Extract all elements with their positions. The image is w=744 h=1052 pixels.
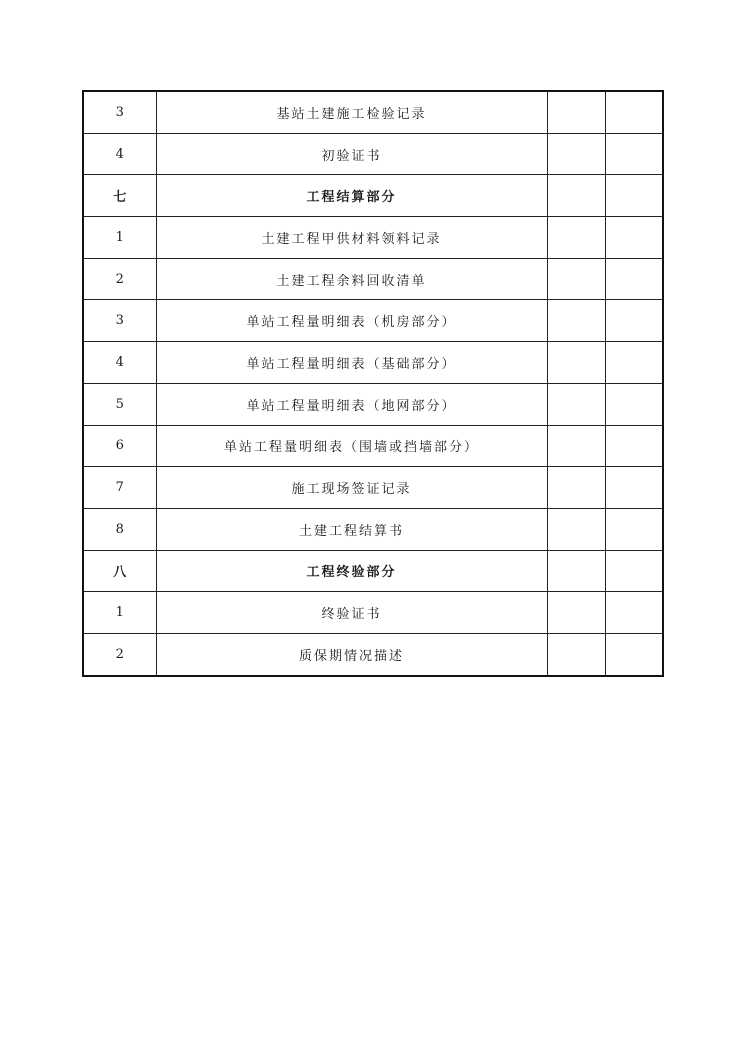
- row-number: 3: [83, 300, 156, 342]
- empty-cell-a: [547, 133, 605, 175]
- table-row: [83, 383, 663, 425]
- empty-cell-a: [547, 300, 605, 342]
- table-row: [83, 425, 663, 467]
- empty-cell-b: [605, 467, 663, 509]
- section-header-row: [83, 175, 663, 217]
- table-row: [83, 91, 663, 133]
- table-row: [83, 300, 663, 342]
- row-title: 施工现场签证记录: [156, 467, 547, 509]
- table-row: [83, 133, 663, 175]
- table-row: [83, 342, 663, 384]
- section-title: 工程结算部分: [156, 175, 547, 217]
- row-number: 3: [83, 91, 156, 133]
- row-title: 终验证书: [156, 592, 547, 634]
- row-number: 4: [83, 133, 156, 175]
- empty-cell-a: [547, 425, 605, 467]
- empty-cell-a: [547, 508, 605, 550]
- row-title: 单站工程量明细表（机房部分）: [156, 300, 547, 342]
- empty-cell-a: [547, 91, 605, 133]
- row-number: 4: [83, 342, 156, 384]
- row-number: 1: [83, 217, 156, 259]
- empty-cell-b: [605, 300, 663, 342]
- empty-cell-b: [605, 175, 663, 217]
- empty-cell-a: [547, 217, 605, 259]
- empty-cell-b: [605, 133, 663, 175]
- row-title: 土建工程余料回收清单: [156, 258, 547, 300]
- section-number: 七: [83, 175, 156, 217]
- empty-cell-b: [605, 217, 663, 259]
- row-title: 土建工程结算书: [156, 508, 547, 550]
- table-row: [83, 633, 663, 675]
- row-title: 单站工程量明细表（基础部分）: [156, 342, 547, 384]
- section-title: 工程终验部分: [156, 550, 547, 592]
- row-title: 质保期情况描述: [156, 633, 547, 675]
- empty-cell-b: [605, 383, 663, 425]
- empty-cell-a: [547, 467, 605, 509]
- row-title: 基站土建施工检验记录: [156, 91, 547, 133]
- row-title: 单站工程量明细表（围墙或挡墙部分）: [156, 425, 547, 467]
- empty-cell-a: [547, 633, 605, 675]
- empty-cell-b: [605, 258, 663, 300]
- table-row: [83, 592, 663, 634]
- empty-cell-b: [605, 508, 663, 550]
- document-list-table: [82, 90, 664, 677]
- row-number: 2: [83, 633, 156, 675]
- row-title: 土建工程甲供材料领料记录: [156, 217, 547, 259]
- row-number: 2: [83, 258, 156, 300]
- row-number: 5: [83, 383, 156, 425]
- table-row: [83, 217, 663, 259]
- empty-cell-a: [547, 175, 605, 217]
- row-title: 初验证书: [156, 133, 547, 175]
- row-number: 6: [83, 425, 156, 467]
- row-title: 单站工程量明细表（地网部分）: [156, 383, 547, 425]
- table-row: [83, 467, 663, 509]
- empty-cell-b: [605, 550, 663, 592]
- row-number: 8: [83, 508, 156, 550]
- table-body: [83, 91, 663, 676]
- empty-cell-a: [547, 592, 605, 634]
- empty-cell-a: [547, 258, 605, 300]
- empty-cell-a: [547, 342, 605, 384]
- empty-cell-a: [547, 383, 605, 425]
- empty-cell-b: [605, 342, 663, 384]
- section-number: 八: [83, 550, 156, 592]
- empty-cell-b: [605, 633, 663, 675]
- empty-cell-b: [605, 592, 663, 634]
- row-number: 1: [83, 592, 156, 634]
- table-row: [83, 508, 663, 550]
- empty-cell-b: [605, 425, 663, 467]
- table-row: [83, 258, 663, 300]
- section-header-row: [83, 550, 663, 592]
- empty-cell-b: [605, 91, 663, 133]
- row-number: 7: [83, 467, 156, 509]
- empty-cell-a: [547, 550, 605, 592]
